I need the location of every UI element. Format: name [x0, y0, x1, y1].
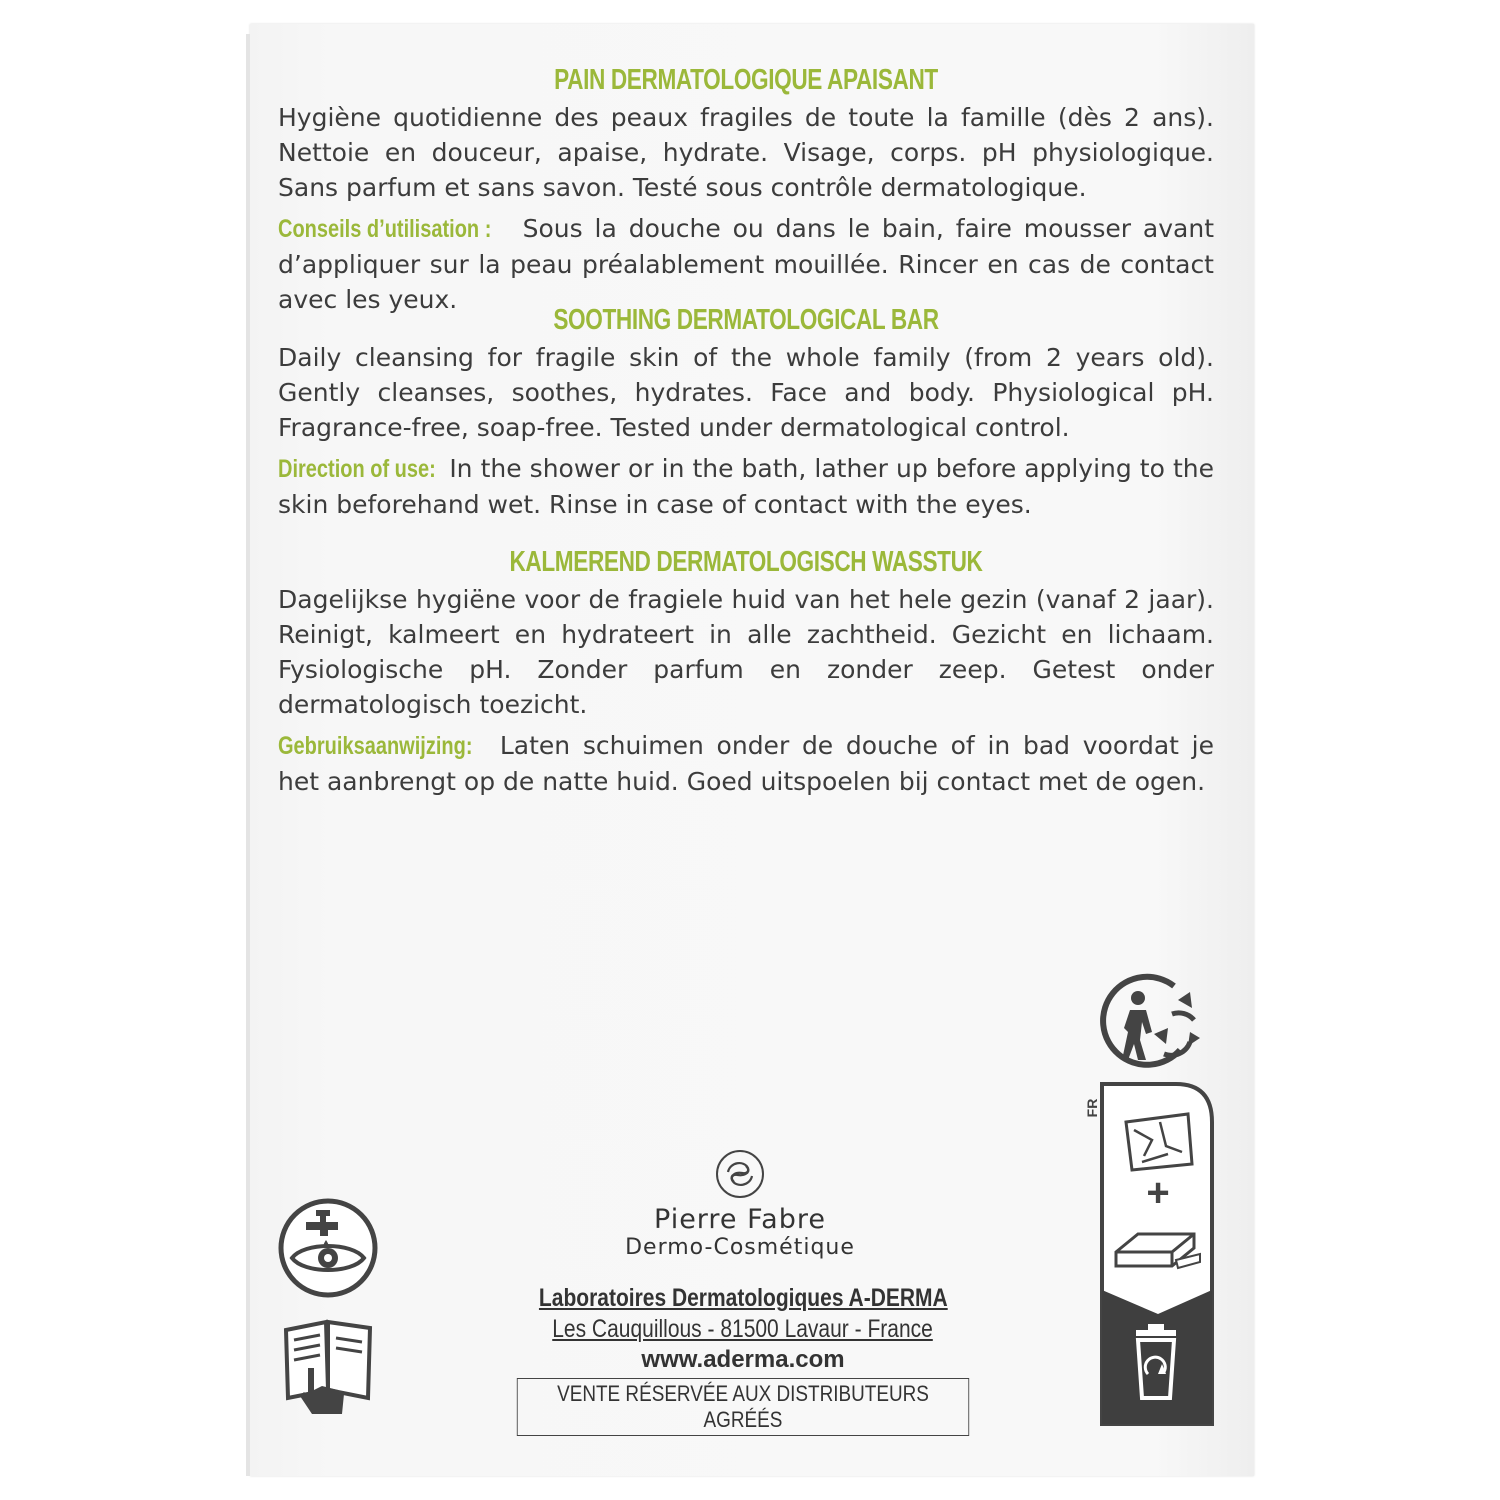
section-description: Dagelijkse hygiëne voor de fragiele huid van het hele gezin (vanaf 2 jaar). Reinigt, kalmeert en hydrateert in alle zachtheid. Gezicht en lichaam. Fysiologische pH. Zonder parfum en zonder zeep. Getest onder dermatologisch toezicht. — [278, 585, 1214, 719]
distribution-notice: VENTE RÉSERVÉE AUX DISTRIBUTEURS AGRÉÉS — [517, 1378, 969, 1436]
lab-info — [480, 1284, 1006, 1436]
brand-block — [540, 1148, 940, 1260]
paper-wrapper-icon — [1126, 1114, 1192, 1170]
usage-text: Laten schuimen onder de douche of in bad voordat je het aanbrengt op de natte huid. Goed uitspoelen bij contact met de ogen. — [278, 731, 1214, 796]
country-code-label: FR — [1084, 1098, 1100, 1118]
section-description: Hygiène quotidienne des peaux fragiles de toute la famille (dès 2 ans). Nettoie en douceur, apaise, hydrate. Visage, corps. pH physiologique. Sans parfum et sans savon. Testé sous contrôle dermatologique. — [278, 103, 1214, 202]
lab-address: Les Cauquillous - 81500 Lavaur - France — [552, 1315, 934, 1343]
read-leaflet-icon — [278, 1310, 380, 1420]
usage-label: Conseils d’utilisation : — [278, 215, 492, 243]
lab-name: Laboratoires Dermatologiques A-DERMA — [538, 1284, 948, 1312]
usage-label: Direction of use: — [278, 455, 436, 483]
tidyman-recycle-icon — [1094, 970, 1204, 1074]
usage-label: Gebruiksaanwijzing: — [278, 732, 473, 760]
usage-paragraph — [278, 451, 1214, 522]
section-description: Daily cleansing for fragile skin of the whole family (from 2 years old). Gently cleanses, soothes, hydrates. Face and body. Physiological pH. Fragrance-free, soap-free. Tested under dermatological control. — [278, 343, 1214, 442]
section-french — [278, 60, 1214, 317]
plus-sign: + — [1146, 1171, 1170, 1215]
brand-subtitle: Dermo-Cosmétique — [625, 1235, 855, 1260]
usage-paragraph — [278, 728, 1214, 799]
eye-rinse-icon — [276, 1196, 380, 1300]
section-title: PAIN DERMATOLOGIQUE APAISANT — [554, 64, 938, 96]
usage-text: Sous la douche ou dans le bain, faire mousser avant d’appliquer sur la peau préalablement mouillée. Rincer en cas de contact avec les yeux. — [278, 214, 1214, 314]
recycling-info-panel — [1082, 1082, 1216, 1428]
pierre-fabre-logo-icon — [714, 1148, 766, 1200]
section-english — [278, 300, 1214, 522]
usage-text: In the shower or in the bath, lather up before applying to the skin beforehand wet. Rinse in case of contact with the eyes. — [278, 454, 1214, 519]
section-title: SOOTHING DERMATOLOGICAL BAR — [553, 304, 939, 336]
brand-name: Pierre Fabre — [654, 1204, 826, 1235]
section-title: KALMEREND DERMATOLOGISCH WASSTUK — [509, 546, 983, 578]
lab-website: www.aderma.com — [641, 1346, 845, 1373]
section-dutch — [278, 542, 1214, 799]
